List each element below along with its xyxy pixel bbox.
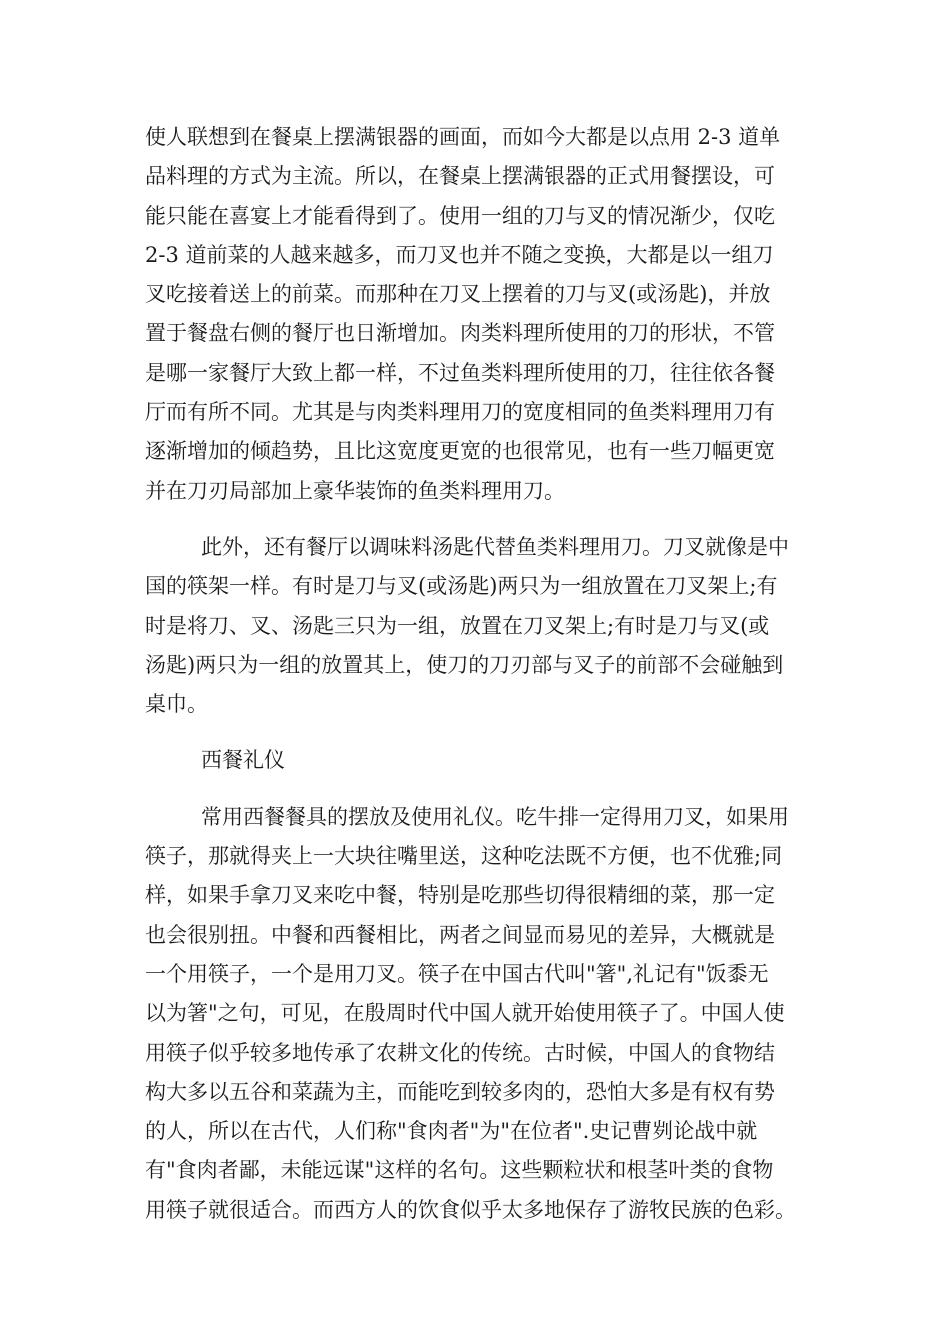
text-line: 筷子，那就得夹上一大块往嘴里送，这种吃法既不方便，也不优雅;同 bbox=[145, 844, 783, 869]
text-line: 构大多以五谷和菜蔬为主，而能吃到较多肉的，恐怕大多是有权有势 bbox=[145, 1079, 775, 1104]
text-line: 用筷子似乎较多地传承了农耕文化的传统。古时候，中国人的食物结 bbox=[145, 1040, 775, 1065]
text-line: 是哪一家餐厅大致上都一样，不过鱼类料理所使用的刀，往往依各餐 bbox=[145, 360, 775, 385]
paragraph-1 bbox=[145, 118, 807, 511]
text-line: 也会很别扭。中餐和西餐相比，两者之间显而易见的差异，大概就是 bbox=[145, 922, 775, 947]
text-line: 能只能在喜宴上才能看得到了。使用一组的刀与叉的情况渐少，仅吃 bbox=[145, 203, 775, 228]
text-line: 置于餐盘右侧的餐厅也日渐增加。肉类料理所使用的刀的形状，不管 bbox=[145, 321, 775, 346]
text-line: 有"食肉者鄙，未能远谋"这样的名句。这些颗粒状和根茎叶类的食物 bbox=[145, 1158, 774, 1183]
text-line: 样，如果手拿刀叉来吃中餐，特别是吃那些切得很精细的菜，那一定 bbox=[145, 883, 775, 908]
text-line: 时是将刀、叉、汤匙三只为一组，放置在刀叉架上;有时是刀与叉(或 bbox=[145, 613, 770, 638]
paragraph-2 bbox=[145, 528, 807, 724]
text-line: 厅而有所不同。尤其是与肉类料理用刀的宽度相同的鱼类料理用刀有 bbox=[145, 400, 775, 425]
section-title: 西餐礼仪 bbox=[201, 748, 285, 773]
text-line: 国的筷架一样。有时是刀与叉(或汤匙)两只为一组放置在刀叉架上;有 bbox=[145, 574, 778, 599]
text-line: 此外，还有餐厅以调味料汤匙代替鱼类料理用刀。刀叉就像是中 bbox=[201, 534, 789, 559]
paragraph-3 bbox=[145, 798, 807, 1230]
text-line: 常用西餐餐具的摆放及使用礼仪。吃牛排一定得用刀叉，如果用 bbox=[201, 804, 789, 829]
text-line: 的人，所以在古代，人们称"食肉者"为"在位者".史记曹刿论战中就 bbox=[145, 1119, 758, 1144]
paragraph-gap bbox=[145, 781, 807, 798]
text-line: 使人联想到在餐桌上摆满银器的画面，而如今大都是以点用 2-3 道单 bbox=[145, 125, 781, 149]
text-line: 叉吃接着送上的前菜。而那种在刀叉上摆着的刀与叉(或汤匙)，并放 bbox=[145, 282, 771, 307]
text-line: 桌巾。 bbox=[145, 692, 208, 717]
text-line: 逐渐增加的倾趋势，且比这宽度更宽的也很常见，也有一些刀幅更宽 bbox=[145, 439, 775, 464]
text-line: 2-3 道前菜的人越来越多，而刀叉也并不随之变换，大都是以一组刀 bbox=[145, 242, 774, 267]
text-line: 并在刀刃局部加上豪华装饰的鱼类料理用刀。 bbox=[145, 478, 565, 503]
text-line: 以为箸"之句，可见，在殷周时代中国人就开始使用筷子了。中国人使 bbox=[145, 1001, 785, 1026]
text-line: 一个用筷子，一个是用刀叉。筷子在中国古代叫"箸",礼记有"饭黍无 bbox=[145, 961, 769, 986]
text-line: 汤匙)两只为一组的放置其上，使刀的刀刃部与叉子的前部不会碰触到 bbox=[145, 652, 784, 677]
document-page bbox=[145, 118, 807, 1230]
text-line: 品料理的方式为主流。所以，在餐桌上摆满银器的正式用餐摆设，可 bbox=[145, 164, 775, 189]
paragraph-gap bbox=[145, 511, 807, 528]
text-line: 用筷子就很适合。而西方人的饮食似乎太多地保存了游牧民族的色彩。 bbox=[145, 1197, 796, 1222]
paragraph-gap bbox=[145, 724, 807, 741]
